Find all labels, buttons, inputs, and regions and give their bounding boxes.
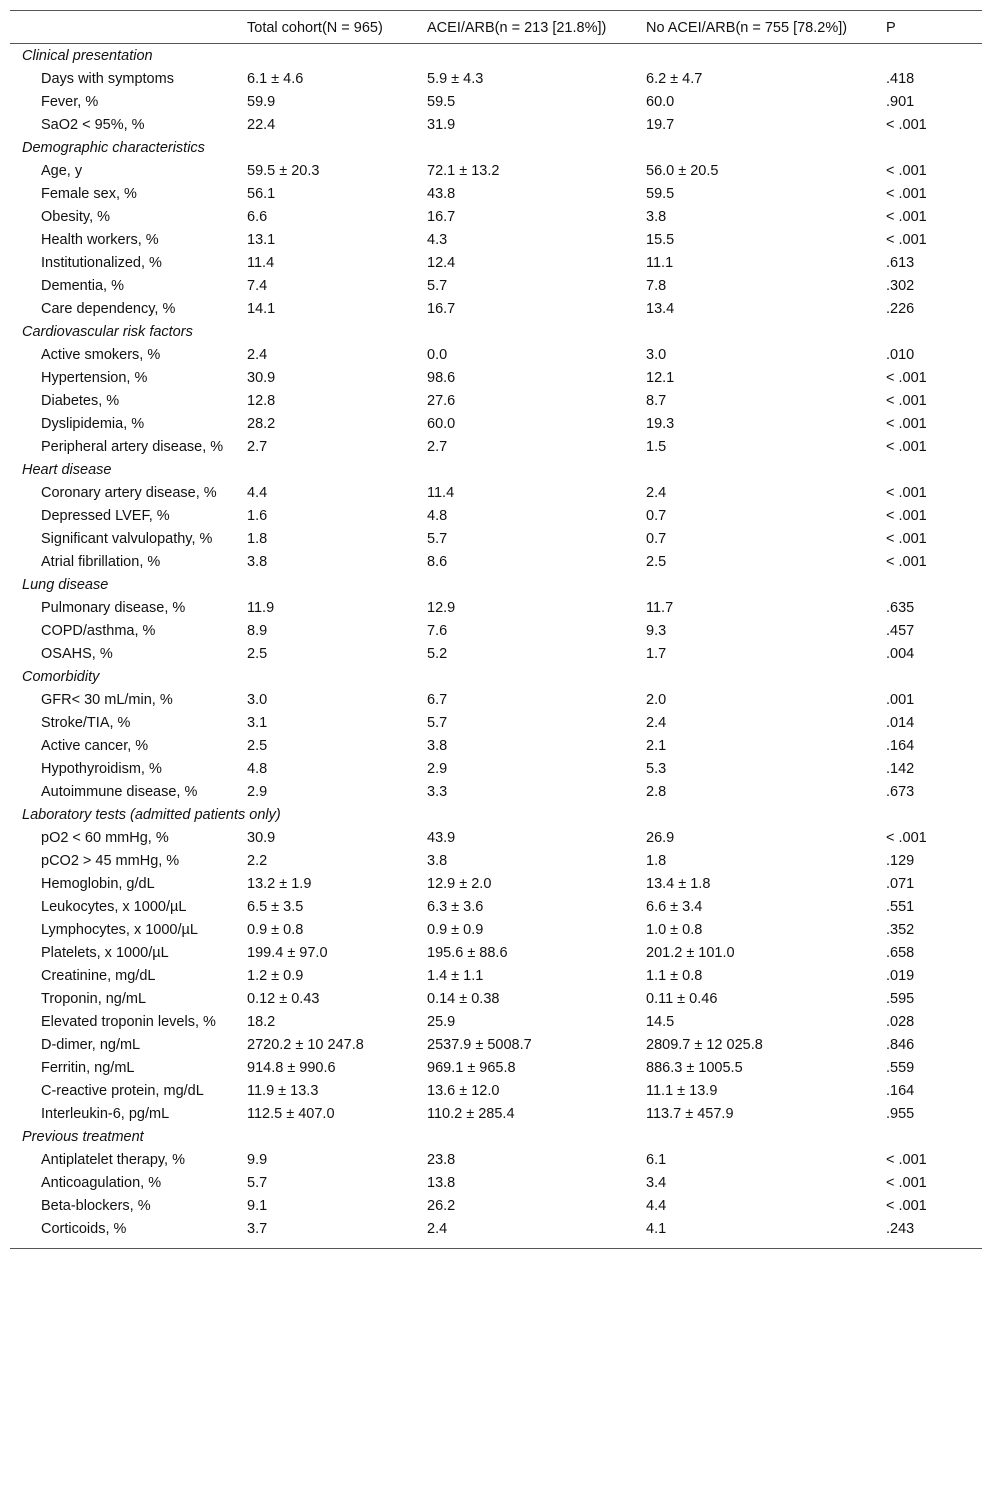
- row-label: Age, y: [41, 163, 83, 179]
- row-label: Active cancer, %: [41, 738, 149, 754]
- row-label: Lymphocytes, x 1000/µL: [41, 922, 198, 938]
- row-label: Creatinine, mg/dL: [41, 968, 156, 984]
- no-acei-arb-value: 2.0: [646, 692, 667, 708]
- section-row: [10, 460, 982, 483]
- table-row: [10, 621, 982, 644]
- no-acei-arb-value: 2.5: [646, 554, 667, 570]
- row-label: Active smokers, %: [41, 347, 161, 363]
- row-label: Peripheral artery disease, %: [41, 439, 224, 455]
- p-value: < .001: [886, 186, 927, 202]
- total-cohort-value: 2.9: [247, 784, 268, 800]
- p-value: .635: [886, 600, 915, 616]
- table-row: [10, 989, 982, 1012]
- table-row: [10, 1173, 982, 1196]
- total-cohort-value: 11.4: [247, 255, 275, 271]
- p-value: .014: [886, 715, 915, 731]
- acei-arb-value: 43.8: [427, 186, 456, 202]
- table-row: [10, 851, 982, 874]
- total-cohort-value: 0.12 ± 0.43: [247, 991, 320, 1007]
- row-label: Corticoids, %: [41, 1221, 127, 1237]
- acei-arb-value: 2.4: [427, 1221, 448, 1237]
- p-value: .418: [886, 71, 915, 87]
- no-acei-arb-value: 12.1: [646, 370, 675, 386]
- acei-arb-value: 13.8: [427, 1175, 456, 1191]
- p-value: .613: [886, 255, 915, 271]
- table-row: [10, 828, 982, 851]
- no-acei-arb-value: 11.1 ± 13.9: [646, 1083, 718, 1099]
- acei-arb-value: 12.9 ± 2.0: [427, 876, 492, 892]
- table-row: [10, 529, 982, 552]
- header-cell-p-value: P: [886, 20, 896, 36]
- no-acei-arb-value: 1.5: [646, 439, 667, 455]
- baseline-characteristics-table: [10, 10, 982, 1249]
- p-value: .164: [886, 1083, 915, 1099]
- acei-arb-value: 2.9: [427, 761, 448, 777]
- table-row: [10, 1219, 982, 1249]
- no-acei-arb-value: 19.3: [646, 416, 675, 432]
- no-acei-arb-value: 8.7: [646, 393, 667, 409]
- no-acei-arb-value: 60.0: [646, 94, 675, 110]
- acei-arb-value: 31.9: [427, 117, 456, 133]
- row-label: Antiplatelet therapy, %: [41, 1152, 186, 1168]
- row-label: Dyslipidemia, %: [41, 416, 145, 432]
- no-acei-arb-value: 13.4 ± 1.8: [646, 876, 711, 892]
- total-cohort-value: 14.1: [247, 301, 276, 317]
- p-value: < .001: [886, 508, 927, 524]
- acei-arb-value: 3.8: [427, 853, 448, 869]
- row-label: pCO2 > 45 mmHg, %: [41, 853, 180, 869]
- row-label: Stroke/TIA, %: [41, 715, 131, 731]
- p-value: < .001: [886, 485, 927, 501]
- total-cohort-value: 199.4 ± 97.0: [247, 945, 328, 961]
- row-label: Atrial fibrillation, %: [41, 554, 161, 570]
- section-title: Previous treatment: [22, 1129, 144, 1145]
- total-cohort-value: 112.5 ± 407.0: [247, 1106, 335, 1122]
- p-value: < .001: [886, 554, 927, 570]
- p-value: < .001: [886, 1198, 927, 1214]
- acei-arb-value: 12.9: [427, 600, 456, 616]
- row-label: Autoimmune disease, %: [41, 784, 198, 800]
- p-value: < .001: [886, 117, 927, 133]
- acei-arb-value: 5.9 ± 4.3: [427, 71, 484, 87]
- table-row: [10, 115, 982, 138]
- total-cohort-value: 9.9: [247, 1152, 268, 1168]
- acei-arb-value: 43.9: [427, 830, 456, 846]
- table-row: [10, 437, 982, 460]
- table-row: [10, 966, 982, 989]
- no-acei-arb-value: 7.8: [646, 278, 667, 294]
- total-cohort-value: 2.4: [247, 347, 268, 363]
- table-row: [10, 897, 982, 920]
- table-row: [10, 483, 982, 506]
- p-value: .164: [886, 738, 915, 754]
- row-label: Interleukin-6, pg/mL: [41, 1106, 170, 1122]
- total-cohort-value: 3.1: [247, 715, 268, 731]
- acei-arb-value: 11.4: [427, 485, 455, 501]
- p-value: < .001: [886, 531, 927, 547]
- p-value: .846: [886, 1037, 915, 1053]
- total-cohort-value: 914.8 ± 990.6: [247, 1060, 336, 1076]
- no-acei-arb-value: 3.0: [646, 347, 667, 363]
- acei-arb-value: 98.6: [427, 370, 456, 386]
- acei-arb-value: 59.5: [427, 94, 456, 110]
- acei-arb-value: 110.2 ± 285.4: [427, 1106, 515, 1122]
- row-label: Days with symptoms: [41, 71, 174, 87]
- table-row: [10, 1104, 982, 1127]
- section-row: [10, 575, 982, 598]
- acei-arb-value: 4.8: [427, 508, 448, 524]
- p-value: .457: [886, 623, 915, 639]
- acei-arb-value: 7.6: [427, 623, 448, 639]
- table-row: [10, 299, 982, 322]
- total-cohort-value: 6.5 ± 3.5: [247, 899, 304, 915]
- p-value: < .001: [886, 393, 927, 409]
- p-value: < .001: [886, 163, 927, 179]
- total-cohort-value: 4.8: [247, 761, 268, 777]
- p-value: .142: [886, 761, 915, 777]
- p-value: < .001: [886, 1152, 927, 1168]
- table-row: [10, 345, 982, 368]
- total-cohort-value: 59.9: [247, 94, 276, 110]
- no-acei-arb-value: 6.6 ± 3.4: [646, 899, 703, 915]
- table-row: [10, 759, 982, 782]
- table-row: [10, 391, 982, 414]
- total-cohort-value: 7.4: [247, 278, 268, 294]
- no-acei-arb-value: 15.5: [646, 232, 675, 248]
- acei-arb-value: 25.9: [427, 1014, 456, 1030]
- section-title: Lung disease: [22, 577, 109, 593]
- header-row: [10, 11, 982, 44]
- table-row: [10, 368, 982, 391]
- acei-arb-value: 5.7: [427, 715, 448, 731]
- total-cohort-value: 2.7: [247, 439, 268, 455]
- total-cohort-value: 12.8: [247, 393, 276, 409]
- table-row: [10, 644, 982, 667]
- total-cohort-value: 4.4: [247, 485, 268, 501]
- no-acei-arb-value: 26.9: [646, 830, 675, 846]
- p-value: .302: [886, 278, 915, 294]
- acei-arb-value: 4.3: [427, 232, 448, 248]
- table-row: [10, 736, 982, 759]
- total-cohort-value: 18.2: [247, 1014, 276, 1030]
- row-label: Elevated troponin levels, %: [41, 1014, 216, 1030]
- row-label: Diabetes, %: [41, 393, 120, 409]
- p-value: .010: [886, 347, 915, 363]
- total-cohort-value: 13.2 ± 1.9: [247, 876, 312, 892]
- no-acei-arb-value: 3.8: [646, 209, 667, 225]
- row-label: Institutionalized, %: [41, 255, 162, 271]
- total-cohort-value: 30.9: [247, 830, 276, 846]
- row-label: OSAHS, %: [41, 646, 113, 662]
- row-label: C-reactive protein, mg/dL: [41, 1083, 204, 1099]
- no-acei-arb-value: 11.1: [646, 255, 674, 271]
- acei-arb-value: 23.8: [427, 1152, 456, 1168]
- row-label: Depressed LVEF, %: [41, 508, 170, 524]
- no-acei-arb-value: 1.0 ± 0.8: [646, 922, 703, 938]
- acei-arb-value: 5.7: [427, 278, 448, 294]
- no-acei-arb-value: 1.1 ± 0.8: [646, 968, 703, 984]
- acei-arb-value: 72.1 ± 13.2: [427, 163, 500, 179]
- total-cohort-value: 30.9: [247, 370, 276, 386]
- table-row: [10, 230, 982, 253]
- table-row: [10, 184, 982, 207]
- row-label: Dementia, %: [41, 278, 125, 294]
- acei-arb-value: 6.3 ± 3.6: [427, 899, 484, 915]
- p-value: .071: [886, 876, 915, 892]
- acei-arb-value: 16.7: [427, 301, 456, 317]
- table-row: [10, 713, 982, 736]
- acei-arb-value: 6.7: [427, 692, 448, 708]
- row-label: Significant valvulopathy, %: [41, 531, 213, 547]
- table-row: [10, 552, 982, 575]
- p-value: .129: [886, 853, 915, 869]
- no-acei-arb-value: 113.7 ± 457.9: [646, 1106, 734, 1122]
- row-label: Coronary artery disease, %: [41, 485, 217, 501]
- table-row: [10, 1150, 982, 1173]
- row-label: Beta-blockers, %: [41, 1198, 151, 1214]
- no-acei-arb-value: 3.4: [646, 1175, 667, 1191]
- p-value: .226: [886, 301, 915, 317]
- total-cohort-value: 8.9: [247, 623, 268, 639]
- section-title: Demographic characteristics: [22, 140, 205, 156]
- total-cohort-value: 1.2 ± 0.9: [247, 968, 304, 984]
- total-cohort-value: 3.8: [247, 554, 268, 570]
- no-acei-arb-value: 6.1: [646, 1152, 667, 1168]
- p-value: .352: [886, 922, 915, 938]
- no-acei-arb-value: 4.4: [646, 1198, 667, 1214]
- no-acei-arb-value: 0.7: [646, 508, 667, 524]
- header-cell-total-cohort: Total cohort(N = 965): [247, 20, 383, 36]
- table-body: [10, 44, 982, 1249]
- total-cohort-value: 1.8: [247, 531, 268, 547]
- acei-arb-value: 12.4: [427, 255, 456, 271]
- row-label: Leukocytes, x 1000/µL: [41, 899, 187, 915]
- no-acei-arb-value: 0.11 ± 0.46: [646, 991, 718, 1007]
- section-row: [10, 667, 982, 690]
- no-acei-arb-value: 5.3: [646, 761, 667, 777]
- total-cohort-value: 2.5: [247, 738, 268, 754]
- row-label: Hemoglobin, g/dL: [41, 876, 155, 892]
- no-acei-arb-value: 59.5: [646, 186, 675, 202]
- table-row: [10, 1196, 982, 1219]
- acei-arb-value: 27.6: [427, 393, 456, 409]
- row-label: SaO2 < 95%, %: [41, 117, 145, 133]
- row-label: Obesity, %: [41, 209, 111, 225]
- table-row: [10, 253, 982, 276]
- total-cohort-value: 59.5 ± 20.3: [247, 163, 320, 179]
- p-value: .028: [886, 1014, 915, 1030]
- no-acei-arb-value: 2.8: [646, 784, 667, 800]
- section-title: Cardiovascular risk factors: [22, 324, 193, 340]
- p-value: .901: [886, 94, 915, 110]
- no-acei-arb-value: 13.4: [646, 301, 675, 317]
- no-acei-arb-value: 14.5: [646, 1014, 675, 1030]
- table-row: [10, 276, 982, 299]
- p-value: .559: [886, 1060, 915, 1076]
- row-label: Hypothyroidism, %: [41, 761, 162, 777]
- table-row: [10, 690, 982, 713]
- acei-arb-value: 5.7: [427, 531, 448, 547]
- section-row: [10, 322, 982, 345]
- table-row: [10, 1081, 982, 1104]
- header-cell-variable: [10, 11, 237, 44]
- total-cohort-value: 56.1: [247, 186, 276, 202]
- no-acei-arb-value: 1.8: [646, 853, 667, 869]
- no-acei-arb-value: 19.7: [646, 117, 675, 133]
- no-acei-arb-value: 2.4: [646, 485, 667, 501]
- table-row: [10, 782, 982, 805]
- p-value: .595: [886, 991, 915, 1007]
- header-cell-no-acei-arb: No ACEI/ARB(n = 755 [78.2%]): [646, 20, 848, 36]
- acei-arb-value: 2537.9 ± 5008.7: [427, 1037, 532, 1053]
- no-acei-arb-value: 56.0 ± 20.5: [646, 163, 719, 179]
- p-value: .019: [886, 968, 915, 984]
- no-acei-arb-value: 2.1: [646, 738, 667, 754]
- total-cohort-value: 6.6: [247, 209, 268, 225]
- table-row: [10, 161, 982, 184]
- row-label: Platelets, x 1000/µL: [41, 945, 169, 961]
- acei-arb-value: 16.7: [427, 209, 456, 225]
- section-row: [10, 805, 982, 828]
- total-cohort-value: 2720.2 ± 10 247.8: [247, 1037, 364, 1053]
- p-value: < .001: [886, 209, 927, 225]
- table-row: [10, 207, 982, 230]
- acei-arb-value: 0.0: [427, 347, 448, 363]
- acei-arb-value: 8.6: [427, 554, 448, 570]
- section-title: Laboratory tests (admitted patients only): [22, 807, 281, 823]
- row-label: Care dependency, %: [41, 301, 176, 317]
- p-value: < .001: [886, 416, 927, 432]
- p-value: .001: [886, 692, 915, 708]
- p-value: < .001: [886, 439, 927, 455]
- total-cohort-value: 9.1: [247, 1198, 268, 1214]
- acei-arb-value: 1.4 ± 1.1: [427, 968, 484, 984]
- table-row: [10, 1012, 982, 1035]
- row-label: Pulmonary disease, %: [41, 600, 186, 616]
- acei-arb-value: 5.2: [427, 646, 448, 662]
- row-label: Hypertension, %: [41, 370, 148, 386]
- row-label: Fever, %: [41, 94, 99, 110]
- p-value: .658: [886, 945, 915, 961]
- row-label: Health workers, %: [41, 232, 159, 248]
- row-label: Anticoagulation, %: [41, 1175, 162, 1191]
- no-acei-arb-value: 2.4: [646, 715, 667, 731]
- acei-arb-value: 969.1 ± 965.8: [427, 1060, 516, 1076]
- total-cohort-value: 3.0: [247, 692, 268, 708]
- row-label: Female sex, %: [41, 186, 137, 202]
- total-cohort-value: 2.2: [247, 853, 268, 869]
- acei-arb-value: 60.0: [427, 416, 456, 432]
- acei-arb-value: 3.3: [427, 784, 448, 800]
- section-row: [10, 44, 982, 70]
- section-title: Comorbidity: [22, 669, 100, 685]
- section-title: Clinical presentation: [22, 48, 153, 64]
- acei-arb-value: 0.14 ± 0.38: [427, 991, 500, 1007]
- total-cohort-value: 3.7: [247, 1221, 268, 1237]
- table-row: [10, 1035, 982, 1058]
- p-value: .673: [886, 784, 915, 800]
- p-value: .551: [886, 899, 915, 915]
- table-row: [10, 920, 982, 943]
- row-label: pO2 < 60 mmHg, %: [41, 830, 169, 846]
- section-title: Heart disease: [22, 462, 112, 478]
- row-label: Troponin, ng/mL: [41, 991, 147, 1007]
- table-container: [10, 10, 982, 1249]
- total-cohort-value: 22.4: [247, 117, 276, 133]
- p-value: .243: [886, 1221, 915, 1237]
- p-value: .955: [886, 1106, 915, 1122]
- no-acei-arb-value: 2809.7 ± 12 025.8: [646, 1037, 763, 1053]
- total-cohort-value: 2.5: [247, 646, 268, 662]
- p-value: < .001: [886, 232, 927, 248]
- row-label: D-dimer, ng/mL: [41, 1037, 141, 1053]
- total-cohort-value: 13.1: [247, 232, 276, 248]
- acei-arb-value: 0.9 ± 0.9: [427, 922, 484, 938]
- p-value: < .001: [886, 370, 927, 386]
- row-label: Ferritin, ng/mL: [41, 1060, 135, 1076]
- no-acei-arb-value: 4.1: [646, 1221, 667, 1237]
- section-row: [10, 138, 982, 161]
- table-row: [10, 69, 982, 92]
- acei-arb-value: 13.6 ± 12.0: [427, 1083, 500, 1099]
- p-value: < .001: [886, 1175, 927, 1191]
- acei-arb-value: 195.6 ± 88.6: [427, 945, 508, 961]
- table-row: [10, 506, 982, 529]
- no-acei-arb-value: 11.7: [646, 600, 674, 616]
- acei-arb-value: 2.7: [427, 439, 448, 455]
- total-cohort-value: 11.9 ± 13.3: [247, 1083, 319, 1099]
- table-row: [10, 414, 982, 437]
- no-acei-arb-value: 1.7: [646, 646, 667, 662]
- total-cohort-value: 1.6: [247, 508, 268, 524]
- table-row: [10, 92, 982, 115]
- acei-arb-value: 26.2: [427, 1198, 456, 1214]
- row-label: GFR< 30 mL/min, %: [41, 692, 173, 708]
- header-cell-acei-arb: ACEI/ARB(n = 213 [21.8%]): [427, 20, 607, 36]
- total-cohort-value: 28.2: [247, 416, 276, 432]
- no-acei-arb-value: 6.2 ± 4.7: [646, 71, 703, 87]
- total-cohort-value: 5.7: [247, 1175, 268, 1191]
- p-value: .004: [886, 646, 915, 662]
- total-cohort-value: 0.9 ± 0.8: [247, 922, 304, 938]
- row-label: COPD/asthma, %: [41, 623, 156, 639]
- p-value: < .001: [886, 830, 927, 846]
- total-cohort-value: 6.1 ± 4.6: [247, 71, 304, 87]
- total-cohort-value: 11.9: [247, 600, 275, 616]
- table-row: [10, 1058, 982, 1081]
- no-acei-arb-value: 201.2 ± 101.0: [646, 945, 735, 961]
- section-row: [10, 1127, 982, 1150]
- acei-arb-value: 3.8: [427, 738, 448, 754]
- no-acei-arb-value: 9.3: [646, 623, 667, 639]
- table-row: [10, 598, 982, 621]
- no-acei-arb-value: 886.3 ± 1005.5: [646, 1060, 743, 1076]
- no-acei-arb-value: 0.7: [646, 531, 667, 547]
- table-row: [10, 943, 982, 966]
- table-row: [10, 874, 982, 897]
